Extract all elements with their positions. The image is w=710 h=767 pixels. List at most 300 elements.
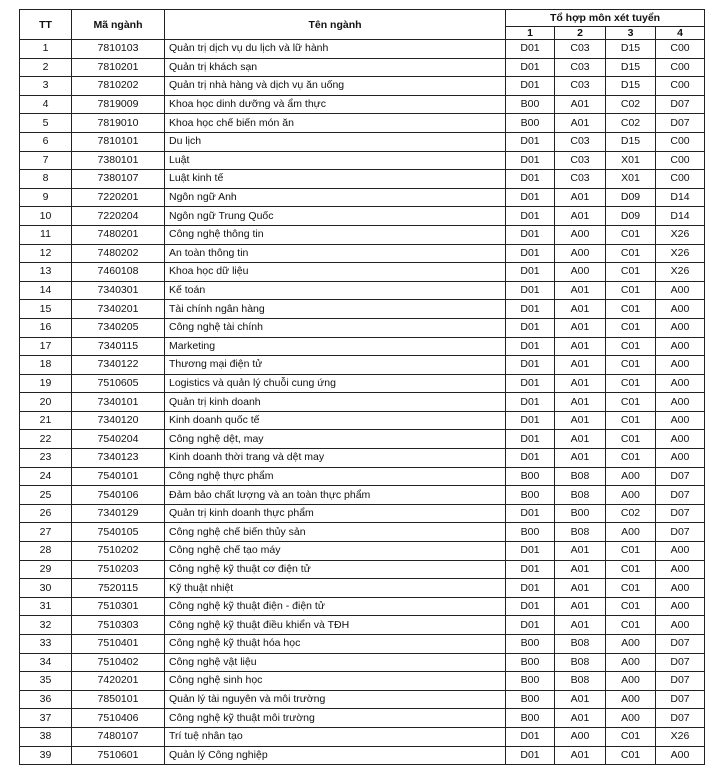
cell-to-hop-1: B00	[506, 672, 555, 691]
cell-to-hop-4: D07	[656, 653, 705, 672]
cell-ma-nganh: 7420201	[72, 672, 165, 691]
cell-to-hop-3: D15	[606, 132, 656, 151]
cell-to-hop-2: A01	[555, 449, 606, 468]
cell-to-hop-4: A00	[656, 579, 705, 598]
admission-table-container	[19, 9, 704, 765]
cell-to-hop-4: D07	[656, 690, 705, 709]
cell-tt: 29	[20, 560, 72, 579]
cell-to-hop-2: B08	[555, 523, 606, 542]
cell-to-hop-2: A01	[555, 597, 606, 616]
cell-to-hop-3: X01	[606, 151, 656, 170]
table-row	[20, 504, 705, 523]
cell-to-hop-3: C02	[606, 504, 656, 523]
cell-to-hop-1: B00	[506, 114, 555, 133]
header-to-hop-2: 2	[555, 27, 606, 40]
cell-to-hop-3: D15	[606, 58, 656, 77]
cell-to-hop-1: D01	[506, 225, 555, 244]
table-row	[20, 579, 705, 598]
cell-tt: 21	[20, 411, 72, 430]
cell-ten-nganh: Đảm bảo chất lượng và an toàn thực phẩm	[165, 486, 506, 505]
cell-to-hop-3: X01	[606, 170, 656, 189]
cell-to-hop-1: D01	[506, 170, 555, 189]
cell-tt: 22	[20, 430, 72, 449]
cell-to-hop-2: A01	[555, 579, 606, 598]
cell-to-hop-2: A01	[555, 207, 606, 226]
cell-to-hop-4: A00	[656, 542, 705, 561]
table-row	[20, 300, 705, 319]
table-row	[20, 709, 705, 728]
cell-ma-nganh: 7520115	[72, 579, 165, 598]
cell-to-hop-4: D07	[656, 504, 705, 523]
cell-to-hop-2: C03	[555, 40, 606, 59]
cell-tt: 10	[20, 207, 72, 226]
cell-ten-nganh: Công nghệ sinh học	[165, 672, 506, 691]
cell-to-hop-4: X26	[656, 727, 705, 746]
cell-ten-nganh: Kinh doanh quốc tế	[165, 411, 506, 430]
cell-to-hop-2: C03	[555, 170, 606, 189]
cell-to-hop-1: D01	[506, 188, 555, 207]
cell-ma-nganh: 7510401	[72, 635, 165, 654]
cell-to-hop-1: D01	[506, 356, 555, 375]
cell-to-hop-4: D07	[656, 114, 705, 133]
cell-ten-nganh: Marketing	[165, 337, 506, 356]
cell-ten-nganh: Công nghệ kỹ thuật hóa học	[165, 635, 506, 654]
cell-to-hop-3: A00	[606, 653, 656, 672]
table-row	[20, 77, 705, 96]
cell-ten-nganh: Thương mại điện tử	[165, 356, 506, 375]
cell-tt: 7	[20, 151, 72, 170]
cell-to-hop-2: A01	[555, 709, 606, 728]
header-to-hop-1: 1	[506, 27, 555, 40]
cell-ten-nganh: Khoa học chế biến món ăn	[165, 114, 506, 133]
cell-ten-nganh: Công nghệ chế biến thủy sản	[165, 523, 506, 542]
cell-to-hop-2: C03	[555, 151, 606, 170]
cell-ten-nganh: Quản trị kinh doanh	[165, 393, 506, 412]
cell-to-hop-2: C03	[555, 58, 606, 77]
cell-ma-nganh: 7510303	[72, 616, 165, 635]
cell-to-hop-4: A00	[656, 597, 705, 616]
table-row	[20, 616, 705, 635]
cell-tt: 16	[20, 318, 72, 337]
cell-tt: 6	[20, 132, 72, 151]
cell-ten-nganh: Ngôn ngữ Anh	[165, 188, 506, 207]
cell-to-hop-4: C00	[656, 40, 705, 59]
cell-tt: 14	[20, 281, 72, 300]
cell-to-hop-1: D01	[506, 318, 555, 337]
table-row	[20, 449, 705, 468]
cell-to-hop-3: C01	[606, 542, 656, 561]
cell-ma-nganh: 7340129	[72, 504, 165, 523]
cell-to-hop-1: D01	[506, 560, 555, 579]
cell-to-hop-3: C01	[606, 300, 656, 319]
cell-to-hop-2: A00	[555, 727, 606, 746]
cell-to-hop-3: A00	[606, 486, 656, 505]
cell-to-hop-1: B00	[506, 635, 555, 654]
cell-to-hop-3: C01	[606, 579, 656, 598]
cell-to-hop-4: A00	[656, 560, 705, 579]
cell-to-hop-4: D07	[656, 523, 705, 542]
cell-ma-nganh: 7510601	[72, 746, 165, 765]
cell-ma-nganh: 7510202	[72, 542, 165, 561]
table-row	[20, 635, 705, 654]
cell-tt: 30	[20, 579, 72, 598]
table-row	[20, 170, 705, 189]
cell-tt: 2	[20, 58, 72, 77]
cell-ten-nganh: Du lịch	[165, 132, 506, 151]
cell-to-hop-3: C02	[606, 114, 656, 133]
cell-to-hop-2: B08	[555, 486, 606, 505]
cell-to-hop-2: C03	[555, 132, 606, 151]
cell-to-hop-2: A01	[555, 542, 606, 561]
cell-to-hop-2: A01	[555, 411, 606, 430]
cell-tt: 1	[20, 40, 72, 59]
cell-ten-nganh: Công nghệ dệt, may	[165, 430, 506, 449]
cell-to-hop-4: X26	[656, 225, 705, 244]
cell-tt: 20	[20, 393, 72, 412]
cell-to-hop-4: A00	[656, 411, 705, 430]
cell-to-hop-2: A01	[555, 690, 606, 709]
table-row	[20, 467, 705, 486]
cell-ma-nganh: 7340122	[72, 356, 165, 375]
cell-ten-nganh: Công nghệ vật liệu	[165, 653, 506, 672]
header-to-hop-group: Tổ hợp môn xét tuyển	[506, 10, 705, 27]
cell-to-hop-1: D01	[506, 597, 555, 616]
cell-to-hop-1: D01	[506, 504, 555, 523]
cell-ten-nganh: Công nghệ kỹ thuật cơ điện tử	[165, 560, 506, 579]
cell-to-hop-2: A01	[555, 281, 606, 300]
cell-to-hop-3: C01	[606, 356, 656, 375]
cell-to-hop-3: C01	[606, 449, 656, 468]
cell-tt: 18	[20, 356, 72, 375]
cell-ma-nganh: 7510203	[72, 560, 165, 579]
table-row	[20, 374, 705, 393]
cell-to-hop-2: B00	[555, 504, 606, 523]
cell-to-hop-3: C01	[606, 430, 656, 449]
cell-tt: 9	[20, 188, 72, 207]
cell-tt: 39	[20, 746, 72, 765]
cell-to-hop-1: D01	[506, 207, 555, 226]
table-row	[20, 114, 705, 133]
cell-ten-nganh: Công nghệ thực phẩm	[165, 467, 506, 486]
cell-to-hop-2: A01	[555, 746, 606, 765]
cell-ma-nganh: 7340123	[72, 449, 165, 468]
cell-to-hop-1: B00	[506, 486, 555, 505]
cell-to-hop-3: D09	[606, 207, 656, 226]
cell-tt: 5	[20, 114, 72, 133]
cell-ten-nganh: Công nghệ kỹ thuật điều khiển và TĐH	[165, 616, 506, 635]
table-row	[20, 356, 705, 375]
cell-to-hop-4: A00	[656, 281, 705, 300]
cell-to-hop-3: C01	[606, 263, 656, 282]
cell-tt: 11	[20, 225, 72, 244]
header-to-hop-3: 3	[606, 27, 656, 40]
cell-to-hop-2: A01	[555, 318, 606, 337]
cell-to-hop-4: C00	[656, 151, 705, 170]
header-ten-nganh: Tên ngành	[165, 10, 506, 40]
cell-ma-nganh: 7510301	[72, 597, 165, 616]
table-row	[20, 486, 705, 505]
cell-to-hop-4: D07	[656, 672, 705, 691]
cell-to-hop-3: C01	[606, 374, 656, 393]
cell-ten-nganh: An toàn thông tin	[165, 244, 506, 263]
cell-to-hop-4: A00	[656, 374, 705, 393]
cell-to-hop-1: D01	[506, 40, 555, 59]
cell-to-hop-2: B08	[555, 653, 606, 672]
cell-to-hop-4: A00	[656, 337, 705, 356]
cell-to-hop-4: D07	[656, 467, 705, 486]
cell-to-hop-2: A01	[555, 430, 606, 449]
table-row	[20, 281, 705, 300]
cell-ma-nganh: 7510605	[72, 374, 165, 393]
cell-ten-nganh: Quản trị kinh doanh thực phẩm	[165, 504, 506, 523]
cell-to-hop-3: C01	[606, 616, 656, 635]
cell-to-hop-1: D01	[506, 77, 555, 96]
cell-ten-nganh: Công nghệ thông tin	[165, 225, 506, 244]
cell-ten-nganh: Quản trị khách sạn	[165, 58, 506, 77]
cell-to-hop-1: D01	[506, 374, 555, 393]
cell-to-hop-2: A01	[555, 560, 606, 579]
table-row	[20, 746, 705, 765]
cell-ten-nganh: Luật kinh tế	[165, 170, 506, 189]
cell-to-hop-3: C01	[606, 411, 656, 430]
cell-to-hop-1: D01	[506, 449, 555, 468]
cell-ma-nganh: 7340115	[72, 337, 165, 356]
cell-ten-nganh: Công nghệ kỹ thuật điện - điện tử	[165, 597, 506, 616]
table-row	[20, 393, 705, 412]
cell-to-hop-4: C00	[656, 58, 705, 77]
table-row	[20, 95, 705, 114]
cell-to-hop-1: D01	[506, 151, 555, 170]
table-row	[20, 690, 705, 709]
cell-to-hop-4: A00	[656, 746, 705, 765]
cell-tt: 4	[20, 95, 72, 114]
cell-ten-nganh: Khoa học dữ liệu	[165, 263, 506, 282]
cell-ma-nganh: 7540101	[72, 467, 165, 486]
cell-to-hop-1: D01	[506, 579, 555, 598]
cell-ma-nganh: 7480107	[72, 727, 165, 746]
cell-tt: 13	[20, 263, 72, 282]
cell-ma-nganh: 7810201	[72, 58, 165, 77]
cell-to-hop-3: A00	[606, 672, 656, 691]
table-row	[20, 318, 705, 337]
table-row	[20, 672, 705, 691]
table-row	[20, 542, 705, 561]
cell-ma-nganh: 7480202	[72, 244, 165, 263]
cell-to-hop-1: B00	[506, 467, 555, 486]
header-to-hop-4: 4	[656, 27, 705, 40]
header-row	[20, 10, 705, 27]
cell-ten-nganh: Công nghệ chế tạo máy	[165, 542, 506, 561]
cell-to-hop-3: A00	[606, 690, 656, 709]
cell-tt: 12	[20, 244, 72, 263]
cell-tt: 3	[20, 77, 72, 96]
table-row	[20, 597, 705, 616]
cell-ten-nganh: Tài chính ngân hàng	[165, 300, 506, 319]
cell-to-hop-3: C01	[606, 597, 656, 616]
cell-tt: 35	[20, 672, 72, 691]
cell-ten-nganh: Logistics và quản lý chuỗi cung ứng	[165, 374, 506, 393]
cell-to-hop-2: A01	[555, 356, 606, 375]
cell-to-hop-4: D07	[656, 635, 705, 654]
table-row	[20, 411, 705, 430]
cell-to-hop-4: D07	[656, 709, 705, 728]
cell-to-hop-1: D01	[506, 411, 555, 430]
cell-tt: 25	[20, 486, 72, 505]
cell-ma-nganh: 7340120	[72, 411, 165, 430]
table-row	[20, 40, 705, 59]
cell-tt: 36	[20, 690, 72, 709]
cell-to-hop-2: A00	[555, 263, 606, 282]
cell-to-hop-4: X26	[656, 244, 705, 263]
cell-to-hop-4: D07	[656, 486, 705, 505]
cell-tt: 23	[20, 449, 72, 468]
cell-ma-nganh: 7380101	[72, 151, 165, 170]
cell-ten-nganh: Quản lý tài nguyên và môi trường	[165, 690, 506, 709]
cell-to-hop-2: A01	[555, 114, 606, 133]
cell-ten-nganh: Trí tuệ nhân tạo	[165, 727, 506, 746]
header-tt: TT	[20, 10, 72, 40]
cell-to-hop-3: D09	[606, 188, 656, 207]
cell-to-hop-3: D15	[606, 40, 656, 59]
cell-ten-nganh: Công nghệ tài chính	[165, 318, 506, 337]
cell-ten-nganh: Quản lý Công nghiệp	[165, 746, 506, 765]
cell-to-hop-2: A01	[555, 374, 606, 393]
cell-ma-nganh: 7380107	[72, 170, 165, 189]
cell-to-hop-1: D01	[506, 58, 555, 77]
cell-ma-nganh: 7850101	[72, 690, 165, 709]
cell-to-hop-2: C03	[555, 77, 606, 96]
cell-ten-nganh: Kế toán	[165, 281, 506, 300]
cell-to-hop-2: B08	[555, 467, 606, 486]
cell-to-hop-2: A01	[555, 337, 606, 356]
cell-to-hop-3: C01	[606, 746, 656, 765]
cell-tt: 34	[20, 653, 72, 672]
cell-to-hop-3: C01	[606, 225, 656, 244]
cell-to-hop-1: B00	[506, 95, 555, 114]
cell-tt: 37	[20, 709, 72, 728]
cell-to-hop-1: B00	[506, 709, 555, 728]
cell-tt: 24	[20, 467, 72, 486]
table-row	[20, 244, 705, 263]
cell-to-hop-4: A00	[656, 449, 705, 468]
cell-to-hop-2: B08	[555, 672, 606, 691]
table-row	[20, 132, 705, 151]
cell-to-hop-1: D01	[506, 281, 555, 300]
table-row	[20, 207, 705, 226]
cell-tt: 31	[20, 597, 72, 616]
cell-to-hop-1: D01	[506, 300, 555, 319]
table-row	[20, 653, 705, 672]
cell-tt: 17	[20, 337, 72, 356]
cell-to-hop-4: A00	[656, 430, 705, 449]
cell-ten-nganh: Quản trị nhà hàng và dịch vụ ăn uống	[165, 77, 506, 96]
cell-ten-nganh: Kỹ thuật nhiệt	[165, 579, 506, 598]
table-row	[20, 151, 705, 170]
cell-ma-nganh: 7510402	[72, 653, 165, 672]
cell-tt: 26	[20, 504, 72, 523]
cell-tt: 27	[20, 523, 72, 542]
table-row	[20, 560, 705, 579]
cell-ma-nganh: 7540106	[72, 486, 165, 505]
cell-to-hop-4: A00	[656, 393, 705, 412]
cell-to-hop-4: C00	[656, 170, 705, 189]
cell-tt: 32	[20, 616, 72, 635]
cell-ma-nganh: 7819009	[72, 95, 165, 114]
cell-ma-nganh: 7220204	[72, 207, 165, 226]
cell-ma-nganh: 7460108	[72, 263, 165, 282]
cell-ma-nganh: 7340205	[72, 318, 165, 337]
cell-to-hop-4: C00	[656, 77, 705, 96]
cell-to-hop-2: A01	[555, 616, 606, 635]
table-row	[20, 523, 705, 542]
cell-tt: 28	[20, 542, 72, 561]
cell-to-hop-4: A00	[656, 300, 705, 319]
cell-to-hop-1: B00	[506, 653, 555, 672]
cell-to-hop-3: C01	[606, 393, 656, 412]
cell-tt: 15	[20, 300, 72, 319]
cell-to-hop-3: C01	[606, 727, 656, 746]
cell-to-hop-4: D07	[656, 95, 705, 114]
table-row	[20, 430, 705, 449]
cell-to-hop-4: A00	[656, 356, 705, 375]
cell-tt: 33	[20, 635, 72, 654]
cell-to-hop-4: X26	[656, 263, 705, 282]
cell-to-hop-3: C01	[606, 337, 656, 356]
cell-to-hop-1: D01	[506, 244, 555, 263]
cell-to-hop-2: A01	[555, 95, 606, 114]
cell-to-hop-3: A00	[606, 709, 656, 728]
table-body	[20, 40, 705, 765]
cell-to-hop-2: A01	[555, 300, 606, 319]
table-row	[20, 337, 705, 356]
cell-to-hop-4: A00	[656, 318, 705, 337]
cell-to-hop-4: A00	[656, 616, 705, 635]
cell-ma-nganh: 7340201	[72, 300, 165, 319]
cell-to-hop-1: D01	[506, 337, 555, 356]
cell-to-hop-4: D14	[656, 188, 705, 207]
cell-to-hop-3: A00	[606, 467, 656, 486]
cell-to-hop-1: D01	[506, 746, 555, 765]
cell-ten-nganh: Luật	[165, 151, 506, 170]
cell-ma-nganh: 7480201	[72, 225, 165, 244]
cell-to-hop-4: C00	[656, 132, 705, 151]
cell-ma-nganh: 7819010	[72, 114, 165, 133]
cell-ten-nganh: Kinh doanh thời trang và dệt may	[165, 449, 506, 468]
cell-to-hop-1: D01	[506, 132, 555, 151]
cell-tt: 8	[20, 170, 72, 189]
cell-ma-nganh: 7810103	[72, 40, 165, 59]
cell-ma-nganh: 7340101	[72, 393, 165, 412]
cell-ma-nganh: 7340301	[72, 281, 165, 300]
cell-tt: 19	[20, 374, 72, 393]
cell-ma-nganh: 7510406	[72, 709, 165, 728]
cell-to-hop-2: A00	[555, 225, 606, 244]
cell-to-hop-1: D01	[506, 727, 555, 746]
admission-table	[19, 9, 705, 765]
cell-to-hop-2: A01	[555, 393, 606, 412]
cell-to-hop-2: B08	[555, 635, 606, 654]
cell-to-hop-3: C01	[606, 318, 656, 337]
table-row	[20, 188, 705, 207]
cell-to-hop-3: D15	[606, 77, 656, 96]
cell-to-hop-3: C01	[606, 281, 656, 300]
cell-ma-nganh: 7810101	[72, 132, 165, 151]
cell-to-hop-2: A00	[555, 244, 606, 263]
cell-tt: 38	[20, 727, 72, 746]
cell-to-hop-1: D01	[506, 263, 555, 282]
table-row	[20, 58, 705, 77]
cell-ma-nganh: 7540204	[72, 430, 165, 449]
